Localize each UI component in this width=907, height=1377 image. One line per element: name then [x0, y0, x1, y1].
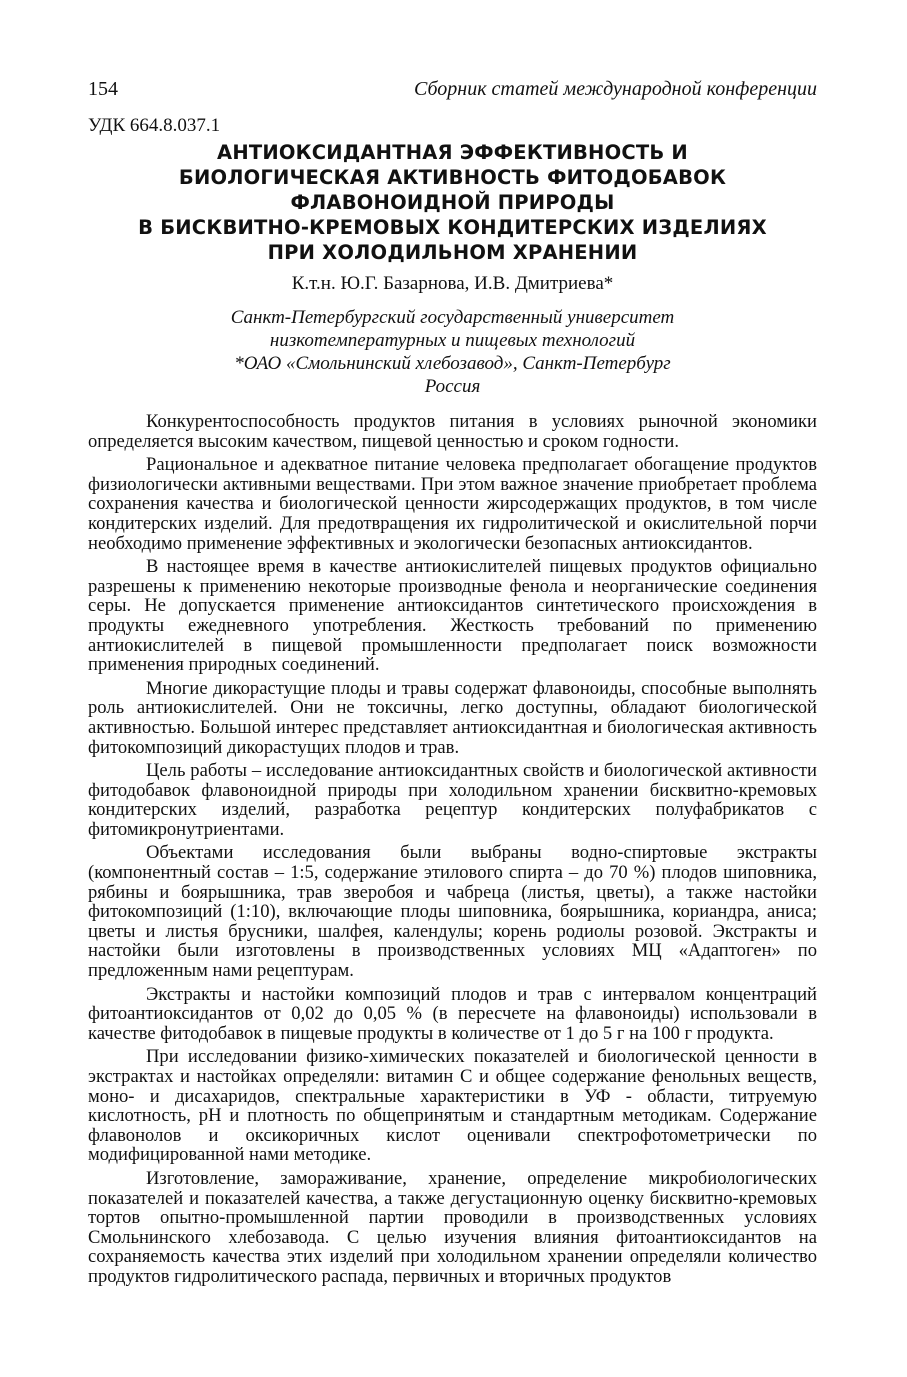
title-line: ФЛАВОНОИДНОЙ ПРИРОДЫ — [290, 191, 615, 214]
running-header — [88, 76, 817, 102]
udc-code: УДК 664.8.037.1 — [88, 115, 221, 136]
title-line: АНТИОКСИДАНТНАЯ ЭФФЕКТИВНОСТЬ И — [217, 141, 688, 164]
affiliation-line: Россия — [424, 376, 481, 397]
paragraph: Цель работы – исследование антиоксидантных свойств и биологической активности фитодобавок флавоноидной природы при холодильном хранении бисквитно-кремовых кондитерских изделий, разработка рецептур кондитерских полуфабрикатов с фитомикронутриентами. — [88, 760, 817, 840]
paragraph: В настоящее время в качестве антиокислителей пищевых продуктов официально разрешены к применению некоторые производные фенола и неорганические соединения серы. Не допускается применение антиоксидантов синтетического происхождения в продукты ежедневного употребления. Жесткость требований по применению антиокислителей в пищевой промышленности предполагает поиск возможности применения природных соединений. — [88, 556, 817, 676]
paragraph: Экстракты и настойки композиций плодов и трав с интервалом концентраций фитоантиоксидантов от 0,02 до 0,05 % (в пересчете на флавоноиды) использовали в качестве фитодобавок в пищевые продукты в количестве от 1 до 5 г на 100 г продукта. — [88, 983, 817, 1044]
paragraph: Изготовление, замораживание, хранение, определение микробиологических показателей и показателей качества, а также дегустационную оценку бисквитно-кремовых тортов опытно-промышленной партии проводили в производственных условиях Смольнинского хлебозавода. С целью изучения влияния фитоантиоксидантов на сохраняемость качества этих изделий при холодильном хранении определяли количество продуктов гидролитического распада, первичных и вторичных продуктов — [88, 1167, 817, 1287]
paragraph: При исследовании физико-химических показателей и биологической ценности в экстрактах и настойках определяли: витамин С и общее содержание фенольных веществ, моно- и дисахаридов, спектральные характеристики в УФ - области, титруемую кислотность, рН и плотность по общепринятым и стандартным методикам. Содержание флавонолов и оксикоричных кислот оценивали спектрофотометрически по модифицированной нами методике. — [88, 1046, 817, 1166]
title-line: БИОЛОГИЧЕСКАЯ АКТИВНОСТЬ ФИТОДОБАВОК — [178, 166, 727, 189]
article-body — [88, 412, 817, 1287]
title-line: ПРИ ХОЛОДИЛЬНОМ ХРАНЕНИИ — [267, 241, 638, 264]
affiliation-line: низкотемпературных и пищевых технологий — [269, 330, 636, 351]
paragraph: Конкурентоспособность продуктов питания в условиях рыночной экономики определяется высоким качеством, пищевой ценностью и сроком годности. — [88, 411, 817, 452]
affiliation-line: Санкт-Петербургский государственный университет — [230, 307, 675, 328]
page-number: 154 — [88, 78, 118, 100]
title-line: В БИСКВИТНО-КРЕМОВЫХ КОНДИТЕРСКИХ ИЗДЕЛИЯХ — [138, 216, 767, 239]
authors: К.т.н. Ю.Г. Базарнова, И.В. Дмитриева* — [291, 273, 614, 294]
paragraph: Рациональное и адекватное питание человека предполагает обогащение продуктов физиологически активными веществами. При этом важное значение приобретает проблема сохранения качества и биологической ценности жирсодержащих продуктов, в том числе кондитерских изделий. Для предотвращения их гидролитической и окислительной порчи необходимо применение эффективных и экологически безопасных антиоксидантов. — [88, 454, 817, 554]
affiliation-line: *ОАО «Смольнинский хлебозавод», Санкт-Петербург — [234, 353, 671, 374]
affiliations — [88, 306, 817, 398]
paragraph: Многие дикорастущие плоды и травы содержат флавоноиды, способные выполнять роль антиокислителей. Они не токсичны, легко доступны, обладают биологической активностью. Большой интерес представляет антиоксидантная и биологическая активность фитокомпозиций дикорастущих плодов и трав. — [88, 677, 817, 758]
article-title — [88, 140, 817, 265]
paragraph: Объектами исследования были выбраны водно-спиртовые экстракты (компонентный состав – 1:5, содержание этилового спирта – до 70 %) плодов шиповника, рябины и боярышника, трав зверобоя и чабреца (листья, цветы), а также настойки фитокомпозиций (1:10), включающие плоды шиповника, боярышника, кориандра, аниса; цветы и листья брусники, шалфея, календулы; корень родиолы розовой. Экстракты и настойки были изготовлены в производственных условиях МЦ «Адаптоген» по предложенным нами рецептурам. — [88, 842, 817, 982]
journal-title: Сборник статей международной конференции — [414, 78, 817, 100]
